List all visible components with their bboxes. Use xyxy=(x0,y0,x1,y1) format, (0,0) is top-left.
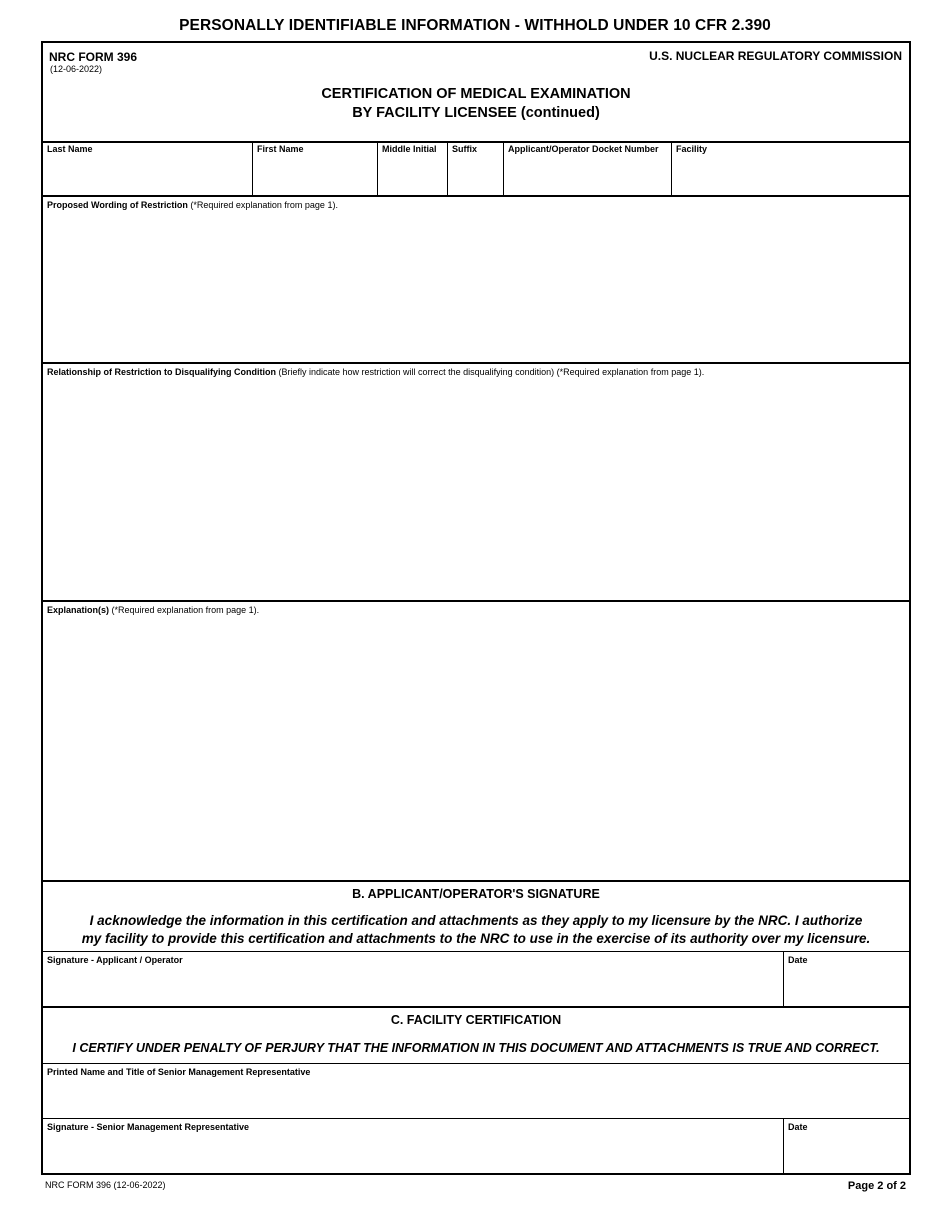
first-name-field[interactable] xyxy=(253,141,378,195)
facility-field[interactable] xyxy=(672,141,909,195)
applicant-signature-field[interactable] xyxy=(43,952,784,1006)
docket-number-field[interactable] xyxy=(504,141,672,195)
representative-signature-row xyxy=(43,1119,909,1173)
applicant-signature-row xyxy=(43,952,909,1008)
printed-name-row xyxy=(43,1064,909,1119)
form-frame xyxy=(41,41,911,1175)
applicant-date-label: Date xyxy=(788,955,808,965)
last-name-field[interactable] xyxy=(43,141,253,195)
section-c-title: C. FACILITY CERTIFICATION xyxy=(390,1013,562,1027)
pii-banner: PERSONALLY IDENTIFIABLE INFORMATION - WITHHOLD UNDER 10 CFR 2.390 xyxy=(179,17,771,34)
identity-row xyxy=(43,141,909,197)
footer-page-number: Page 2 of 2 xyxy=(847,1180,906,1192)
middle-initial-field[interactable] xyxy=(378,141,448,195)
section-c-header xyxy=(43,1008,909,1064)
applicant-date-field[interactable] xyxy=(784,952,909,1006)
footer-form-ref: NRC FORM 396 (12-06-2022) xyxy=(45,1180,166,1190)
restriction-wording-input[interactable] xyxy=(43,211,909,362)
explanations-section xyxy=(43,602,909,882)
section-b-acknowledgement xyxy=(43,912,909,947)
docket-number-label: Applicant/Operator Docket Number xyxy=(508,144,659,154)
representative-date-label: Date xyxy=(788,1122,808,1132)
first-name-label: First Name xyxy=(257,144,304,154)
section-b-title: B. APPLICANT/OPERATOR'S SIGNATURE xyxy=(352,887,600,901)
explanations-input[interactable] xyxy=(43,616,909,880)
representative-date-field[interactable] xyxy=(784,1119,909,1173)
agency-name: U.S. NUCLEAR REGULATORY COMMISSION xyxy=(649,49,902,63)
restriction-relationship-section xyxy=(43,364,909,602)
printed-name-field[interactable] xyxy=(43,1064,909,1118)
printed-name-label: Printed Name and Title of Senior Management Representative xyxy=(47,1067,311,1077)
form-header xyxy=(43,43,909,143)
suffix-label: Suffix xyxy=(452,144,478,154)
form-revision-date: (12-06-2022) xyxy=(50,64,103,74)
restriction-relationship-label: Relationship of Restriction to Disqualifying Condition (Briefly indicate how restriction will correct the disqualifying condition) (*Required explanation from page 1). xyxy=(47,367,705,377)
suffix-field[interactable] xyxy=(448,141,504,195)
representative-signature-field[interactable] xyxy=(43,1119,784,1173)
section-b-ack-line2: my facility to provide this certification and attachments to the NRC to use in the exercise of its authority over my licensure. xyxy=(81,930,871,946)
form-title-line2: BY FACILITY LICENSEE (continued) xyxy=(352,104,600,121)
section-c-statement: I CERTIFY UNDER PENALTY OF PERJURY THAT THE INFORMATION IN THIS DOCUMENT AND ATTACHMENTS IS TRUE AND CORRECT. xyxy=(72,1041,880,1055)
section-b-header xyxy=(43,882,909,952)
explanations-label: Explanation(s) (*Required explanation from page 1). xyxy=(47,605,260,615)
section-b-ack-line1: I acknowledge the information in this certification and attachments as they apply to my licensure by the NRC. I authorize xyxy=(89,913,863,928)
restriction-relationship-input[interactable] xyxy=(43,378,909,600)
restriction-wording-label: Proposed Wording of Restriction (*Required explanation from page 1). xyxy=(47,200,338,210)
last-name-label: Last Name xyxy=(47,144,93,154)
applicant-signature-label: Signature - Applicant / Operator xyxy=(47,955,183,965)
representative-signature-label: Signature - Senior Management Representative xyxy=(47,1122,250,1132)
form-title-line1: CERTIFICATION OF MEDICAL EXAMINATION xyxy=(321,86,631,102)
restriction-wording-section xyxy=(43,197,909,364)
form-title xyxy=(43,85,909,122)
middle-initial-label: Middle Initial xyxy=(382,144,437,154)
form-id: NRC FORM 396 xyxy=(49,50,138,64)
facility-label: Facility xyxy=(676,144,708,154)
